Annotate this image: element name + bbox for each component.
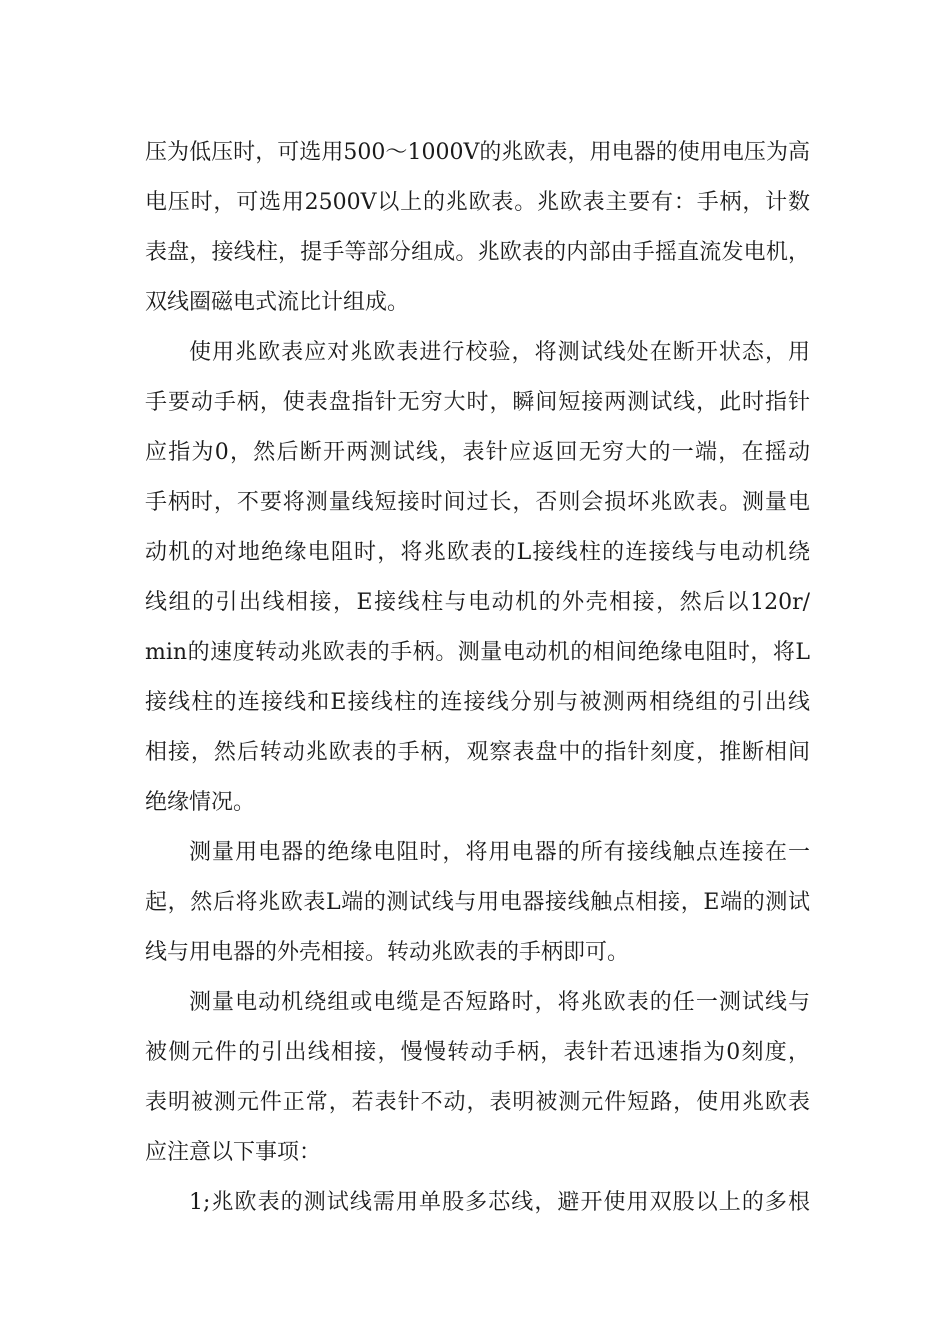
paragraph-2 xyxy=(145,328,810,828)
text-line: 应指为0，然后断开两测试线，表针应返回无穷大的一端，在摇动 xyxy=(145,440,810,465)
text-line: 起，然后将兆欧表L端的测试线与用电器接线触点相接，E端的测试 xyxy=(145,890,810,915)
text-line: 接线柱的连接线和E接线柱的连接线分别与被测两相绕组的引出线 xyxy=(145,690,810,715)
text-line: 手要动手柄，使表盘指针无穷大时，瞬间短接两测试线，此时指针 xyxy=(145,390,810,415)
text-line: 电压时，可选用2500V以上的兆欧表。兆欧表主要有：手柄，计数 xyxy=(145,190,810,215)
text-line: 手柄时，不要将测量线短接时间过长，否则会损坏兆欧表。测量电 xyxy=(145,490,810,515)
text-line: 应注意以下事项： xyxy=(145,1140,322,1165)
text-line: 测量用电器的绝缘电阻时，将用电器的所有接线触点连接在一 xyxy=(189,840,810,865)
text-line: 表盘，接线柱，提手等部分组成。兆欧表的内部由手摇直流发电机， xyxy=(145,240,810,265)
text-line: 使用兆欧表应对兆欧表进行校验，将测试线处在断开状态，用 xyxy=(189,340,810,365)
text-line: 被侧元件的引出线相接，慢慢转动手柄，表针若迅速指为0刻度， xyxy=(145,1040,810,1065)
document-body xyxy=(145,128,810,1228)
text-line: 动机的对地绝缘电阻时，将兆欧表的L接线柱的连接线与电动机绕 xyxy=(145,540,810,565)
text-line: 压为低压时，可选用500～1000V的兆欧表，用电器的使用电压为高 xyxy=(145,140,810,165)
paragraph-1 xyxy=(145,128,810,328)
text-line: 线与用电器的外壳相接。转动兆欧表的手柄即可。 xyxy=(145,940,630,965)
text-line: 1;兆欧表的测试线需用单股多芯线，避开使用双股以上的多根 xyxy=(189,1190,810,1215)
text-line: 线组的引出线相接，E接线柱与电动机的外壳相接，然后以120r/ xyxy=(145,590,810,615)
text-line: 绝缘情况。 xyxy=(145,790,256,815)
paragraph-3 xyxy=(145,828,810,978)
text-line: 测量电动机绕组或电缆是否短路时，将兆欧表的任一测试线与 xyxy=(189,990,810,1015)
text-line: 表明被测元件正常，若表针不动，表明被测元件短路，使用兆欧表 xyxy=(145,1090,810,1115)
paragraph-5 xyxy=(145,1178,810,1228)
text-line: 相接，然后转动兆欧表的手柄，观察表盘中的指针刻度，推断相间 xyxy=(145,740,810,765)
text-line: min的速度转动兆欧表的手柄。测量电动机的相间绝缘电阻时，将L xyxy=(145,640,810,665)
text-line: 双线圈磁电式流比计组成。 xyxy=(145,290,410,315)
paragraph-4 xyxy=(145,978,810,1178)
